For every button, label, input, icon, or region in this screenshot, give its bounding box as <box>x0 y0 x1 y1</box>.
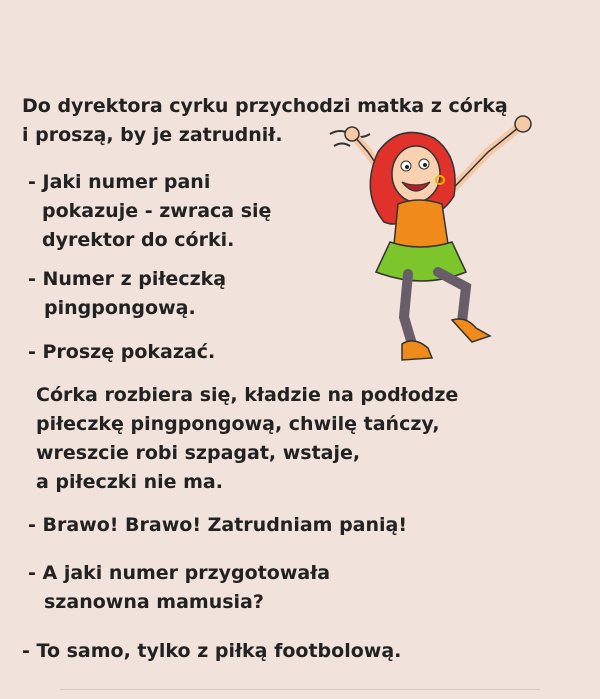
reaction-line: - Brawo! Brawo! Zatrudniam panią! <box>28 514 408 536</box>
question-2: - Proszę pokazać. <box>28 341 216 363</box>
answer-1-line-2: pingpongową. <box>44 297 196 319</box>
intro-line-1: Do dyrektora cyrku przychodzi matka z córką <box>22 95 508 117</box>
punchline: - To samo, tylko z piłką footbolową. <box>22 640 402 662</box>
bottom-divider <box>60 689 540 690</box>
narration-line-2: piłeczkę pingpongową, chwilę tańczy, <box>36 413 440 435</box>
dancing-girl-illustration <box>328 112 543 372</box>
question-1-line-3: dyrektor do córki. <box>42 229 235 251</box>
narration-line-4: a piłeczki nie ma. <box>36 471 223 493</box>
narration-line-1: Córka rozbiera się, kładzie na podłodze <box>36 384 459 406</box>
answer-1-line-1: - Numer z piłeczką <box>28 268 227 290</box>
question-3-line-1: - A jaki numer przygotowała <box>28 562 331 584</box>
narration-line-3: wreszcie robi szpagat, wstaje, <box>36 442 361 464</box>
question-1-line-2: pokazuje - zwraca się <box>42 200 272 222</box>
intro-line-2: i proszą, by je zatrudnił. <box>22 124 283 146</box>
question-1-line-1: - Jaki numer pani <box>28 171 211 193</box>
question-3-line-2: szanowna mamusia? <box>44 591 264 613</box>
